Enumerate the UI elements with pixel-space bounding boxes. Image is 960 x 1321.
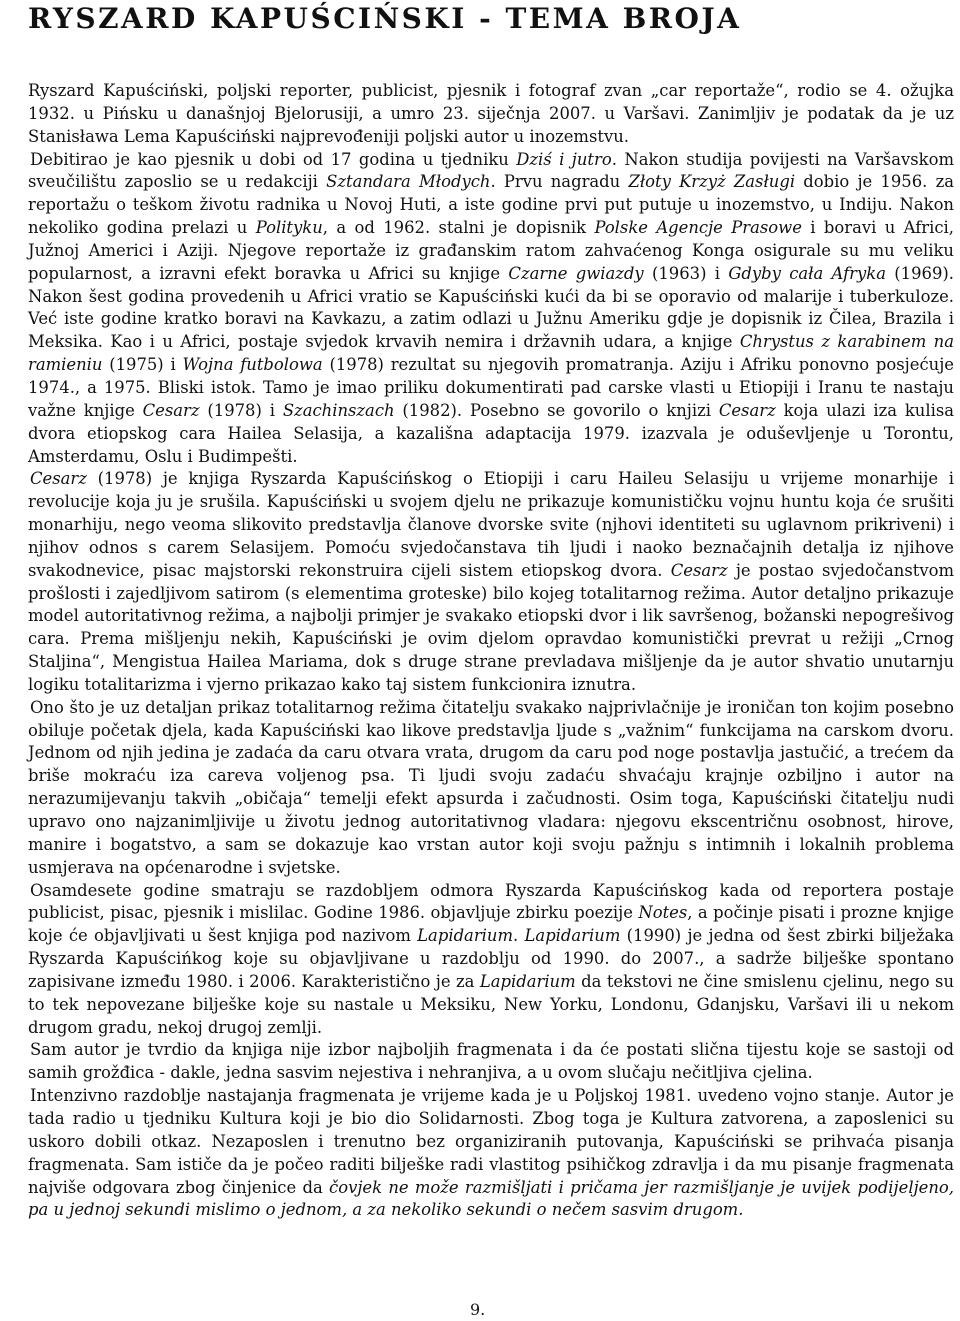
- text-run: (1969). Nakon šest godina provedenih u Africi vratio se Kapuściński kući da bi se oporavio od malarije i tuberkuloze. Već iste godine kratko boravi na Kavkazu, a zatim odlazi u Južnu Ameriku gdje je dopisnik iz Čilea, Brazila i Meksika. Kao i u Africi, postaje svjedok krvavih nemira i državnih udara, a knjige: [28, 263, 954, 352]
- text-run: . Prvu nagradu: [490, 172, 629, 192]
- text-run: koja ulazi iza kulisa dvora etiopskog cara Hailea Selasija, a kazališna adaptacija 1979. izazvala je oduševljenje u Torontu, Amsterdamu, Oslu i Budimpešti.: [28, 400, 955, 466]
- text-run: , a počinje pisati i prozne knjige koje će objavljivati u šest knjiga pod nazivom: [28, 903, 954, 946]
- italic-text: Gdyby cała Afryka: [728, 263, 886, 283]
- text-run: Ono što je uz detaljan prikaz totalitarnog režima čitatelju svakako najprivlačnije je ironičan ton kojim posebno obiluje početak djela, kada Kapuściński kao likove predstavlja ljude s „važnim“ funkcijama na carskom dvoru. Jednom od njih jedina je zadaća da caru otvara vrata, drugom da caru pod noge postavlja jastučić, a trećem da briše mokraću iza careva voljenog psa. Ti ljudi svoju zadaću shvaćaju krajnje ozbiljno i autor na nerazumijevanju takvih „običaja“ temelji efekt apsurda i začudnosti. Osim toga, Kapuściński čitatelju nudi upravo ono najzanimljivije u životu jednog autoritativnog vladara: njegovu ekscentričnu osobnost, hirove, manire i bogatstvo, a sam se dokazuje kao vrstan autor koji svoju pažnju s intimnih i lokalnih problema usmjerava na općenarodne i svjetske.: [28, 697, 954, 877]
- text-run: Ryszard Kapuściński, poljski reporter, publicist, pjesnik i fotograf zvan „car reportaže“, rodio se 4. ožujka 1932. u Pińsku u današnjoj Bjelorusiji, a umro 23. siječnja 2007. u Varšavi. Zanimljiv je podatak da je uz Stanisława Lema Kapuściński najprevođeniji poljski autor u inozemstvu.: [28, 81, 954, 146]
- page-title: RYSZARD KAPUŚCIŃSKI - TEMA BROJA: [28, 2, 742, 35]
- text-run: je postao svjedočanstvom prošlosti i zajedljivom satirom (s elementima groteske) bilo kojeg totalitarnog režima. Autor detaljno prikazuje model autoritativnog režima, a najbolji primjer je svakako etiopski dvor i lik savršenog, božanski nepogrešivog cara. Prema mišljenju nekih, Kapuściński je ovim djelom opravdao komunistički prevrat u režiji „Crnog Staljina“, Mengistua Hailea Mariama, dok s druge strane prevladava mišljenje da je autor shvatio unutarnju logiku totalitarizma i vjerno prikazao kako taj sistem funkcionira iznutra.: [28, 560, 954, 694]
- italic-text: Notes: [638, 903, 688, 923]
- italic-text: Lapidarium: [479, 971, 576, 991]
- italic-text: Chrystus z karabinem na ramieniu: [28, 332, 954, 375]
- italic-text: Cesarz: [718, 400, 776, 420]
- italic-text: Sztandara Młodych: [326, 172, 491, 192]
- text-run: Osamdesete godine smatraju se razdobljem odmora Ryszarda Kapuścińskog kada od reportera postaje publicist, pisac, pjesnik i mislilac. Godine 1986. objavljuje zbirku poezije: [28, 880, 954, 923]
- paragraph: [28, 149, 954, 469]
- italic-text: čovjek ne može razmišljati i pričama jer razmišljanje je uvijek podijeljeno, pa u jednoj sekundi mislimo o jednom, a za nekoliko sekundi o nečem sasvim drugom.: [28, 1177, 954, 1220]
- paragraph: [28, 80, 954, 149]
- italic-text: Polityku: [255, 218, 323, 238]
- text-run: (1978) rezultat su njegovih promatranja. Aziju i Afriku ponovno posjećuje 1974., a 1975. Bliski istok. Tamo je imao priliku dokumentirati pad carske vlasti u Etiopiji i Iranu te nastaju važne knjige: [28, 355, 954, 420]
- italic-text: Cesarz: [30, 469, 87, 489]
- text-run: , a od 1962. stalni je dopisnik: [322, 218, 595, 238]
- text-run: (1978) je knjiga Ryszarda Kapuścińskog o Etiopiji i caru Haileu Selasiju u vrijeme monarhije i revolucije koja ju je srušila. Kapuściński u svojem djelu ne prikazuje komunističku vojnu huntu koja će srušiti monarhiju, nego veoma slikovito predstavlja članove dvorske svite (njhovi identiteti su uglavnom prikriveni) i njihov odnos s carem Selasijem. Pomoću svjedočanstava tih ljudi i naoko beznačajnih detalja iz njihove svakodnevice, pisac majstorski rekonstruira cijeli sistem etiopskog dvora.: [28, 469, 954, 580]
- text-run: da tekstovi ne čine smislenu cjelinu, nego su to tek nepovezane bilješke koje su nastale u Meksiku, New Yorku, Londonu, Gdanjsku, Varšavi ili u nekom drugom gradu, nekoj drugoj zemlji.: [28, 971, 954, 1037]
- italic-text: Cesarz: [142, 400, 200, 420]
- italic-text: Lapidarium: [524, 926, 621, 946]
- text-run: Debitirao je kao pjesnik u dobi od 17 godina u tjedniku: [30, 149, 517, 169]
- italic-text: Wojna futbolowa: [182, 355, 323, 375]
- paragraph: [28, 1039, 954, 1085]
- italic-text: Czarne gwiazdy: [508, 263, 644, 283]
- text-run: Intenzivno razdoblje nastajanja fragmenata je vrijeme kada je u Poljskoj 1981. uvedeno vojno stanje. Autor je tada radio u tjedniku Kultura koji je bio dio Solidarnosti. Zbog toga je Kultura zatvorena, a zaposlenici su uskoro dobili otkaz. Nezaposlen i trenutno bez organiziranih putovanja, Kapuściński se prihvaća pisanja fragmenata. Sam ističe da je počeo raditi bilješke radi vlastitog psihičkog zdravlja i da mu pisanje fragmenata najviše odgovara zbog činjenice da: [28, 1086, 954, 1197]
- text-run: (1963) i: [643, 263, 729, 283]
- italic-text: Szachinszach: [282, 400, 395, 420]
- italic-text: Cesarz: [670, 560, 728, 580]
- text-run: . Nakon studija povijesti na Varšavskom sveučilištu zaposlio se u redakciji: [28, 149, 954, 192]
- text-run: i boravi u Africi, Južnoj Americi i Aziji. Njegove reportaže iz građanskim ratom zahvaćenog Konga osigurale su mu veliku popularnost, a izravni efekt boravka u Africi su knjige: [28, 218, 954, 283]
- text-run: (1982). Posebno se govorilo o knjizi: [394, 400, 719, 420]
- italic-text: Lapidarium: [417, 926, 514, 946]
- text-run: (1978) i: [199, 400, 283, 420]
- text-run: Sam autor je tvrdio da knjiga nije izbor najboljih fragmenata i da će postati slična tijestu koje se sastoji od samih grožđica - dakle, jedna sasvim nejestiva i nehranjiva, a u ovom slučaju nečitljiva cjelina.: [28, 1040, 954, 1083]
- italic-text: Polske Agencje Prasowe: [594, 218, 802, 238]
- paragraph: [28, 880, 954, 1040]
- text-run: (1990) je jedna od šest zbirki bilježaka Ryszarda Kapuścińkog koje su objavljivane u razdoblju od 1990. do 2007., a sadrže bilješke spontano zapisivane između 1980. i 2006. Karakteristično je za: [28, 926, 955, 991]
- article-body: [28, 80, 954, 1222]
- page-number: 9.: [470, 1300, 486, 1319]
- italic-text: Złoty Krzyż Zasługi: [628, 172, 796, 192]
- paragraph: [28, 697, 954, 880]
- text-run: .: [513, 926, 525, 946]
- paragraph: [28, 1085, 954, 1222]
- text-run: dobio je 1956. za reportažu o teškom životu radnika u Novoj Huti, a iste godine prvi put putuje u inozemstvo, u Indiju. Nakon nekoliko godina prelazi u: [28, 172, 954, 238]
- text-run: (1975) i: [102, 355, 183, 375]
- italic-text: Dziś i jutro: [516, 149, 612, 169]
- paragraph: [28, 468, 954, 696]
